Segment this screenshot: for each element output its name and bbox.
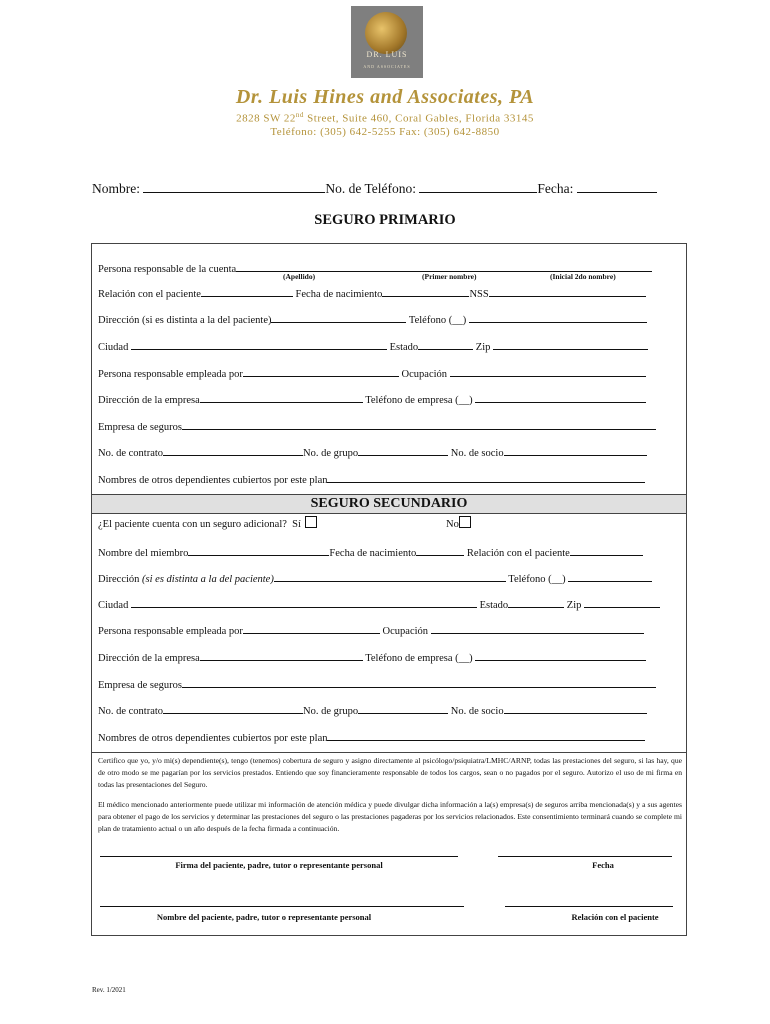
primary-row-contrato: No. de contrato No. de grupo No. de socio (98, 443, 647, 459)
fecha-field[interactable] (577, 180, 657, 193)
secondary-fecha-nac-field[interactable] (416, 543, 464, 556)
primary-ocupacion-field[interactable] (450, 364, 646, 377)
primary-tel-empresa-field[interactable] (475, 390, 646, 403)
secondary-row-miembro: Nombre del miembro Fecha de nacimiento Relación con el paciente (98, 543, 643, 559)
secondary-ocupacion-field[interactable] (431, 621, 644, 634)
secondary-socio-field[interactable] (504, 701, 647, 714)
primary-row-empresa-dir: Dirección de la empresa Teléfono de empresa (__) (98, 390, 646, 406)
secondary-contrato-field[interactable] (163, 701, 303, 714)
primary-estado-field[interactable] (418, 337, 473, 350)
telefono-field[interactable] (419, 180, 537, 193)
revision-note: Rev. 1/2021 (92, 986, 126, 994)
si-checkbox[interactable] (305, 516, 317, 528)
primary-telefono-field[interactable] (469, 310, 647, 323)
fecha-line[interactable] (498, 856, 672, 857)
primary-empresa-seguros-field[interactable] (182, 417, 656, 430)
primary-socio-field[interactable] (504, 443, 647, 456)
logo-emblem (365, 12, 407, 54)
primary-empleada-field[interactable] (243, 364, 399, 377)
primary-row-responsible: Persona responsable de la cuenta (98, 259, 652, 275)
primary-sub-apellido: (Apellido) (283, 272, 316, 281)
practice-name: Dr. Luis Hines and Associates, PA (235, 86, 535, 108)
secondary-insurance-title: SEGURO SECUNDARIO (91, 494, 687, 514)
primary-row-direccion: Dirección (si es distinta a la del paciente) Teléfono (__) (98, 310, 647, 326)
no-checkbox[interactable] (459, 516, 471, 528)
secondary-row-question: ¿El paciente cuenta con un seguro adicional? Sí (98, 516, 317, 530)
primary-ciudad-field[interactable] (131, 337, 387, 350)
primary-insurance-title: SEGURO PRIMARIO (314, 212, 456, 228)
secondary-row-empleada: Persona responsable empleada por Ocupación (98, 621, 644, 637)
consent-paragraph-1: Certifico que yo, y/o mi(s) dependiente(s), tengo (tenemos) cobertura de seguro y asigno directamente al psicólogo/psiquiatra/LMHC/ARNP, todas las prestaciones del seguro, si las hay, que de otro modo se me pagarían por los servicios prestados. Entiendo que soy financieramente responsable de todos los cargos, sean o no pagados por el seguro. Autorizo el uso de mi firma en todas las presentaciones del Seguro. (98, 756, 682, 789)
firma-line[interactable] (100, 856, 458, 857)
primary-direccion-field[interactable] (271, 310, 406, 323)
primary-zip-field[interactable] (493, 337, 648, 350)
primary-sub-inicial: (Inicial 2do nombre) (550, 272, 616, 281)
primary-sub-primer: (Primer nombre) (422, 272, 477, 281)
primary-dependientes-field[interactable] (327, 470, 645, 483)
secondary-ciudad-field[interactable] (131, 595, 477, 608)
relacion-sig-label: Relación con el paciente (571, 912, 659, 922)
primary-row-ciudad: Ciudad Estado Zip (98, 337, 648, 353)
primary-row-empresa-seguros: Empresa de seguros (98, 417, 656, 433)
secondary-telefono-field[interactable] (568, 569, 652, 582)
secondary-empresa-seguros-field[interactable] (182, 675, 656, 688)
top-fields (92, 180, 692, 197)
secondary-dependientes-field[interactable] (327, 728, 645, 741)
practice-logo (351, 6, 423, 78)
practice-address: 2828 SW 22nd Street, Suite 460, Coral Gables, Florida 33145 (236, 111, 534, 125)
logo-name: DR. LUIS (366, 50, 408, 59)
telefono-label: No. de Teléfono: (325, 181, 417, 196)
nombre-field[interactable] (143, 180, 325, 193)
secondary-tel-empresa-field[interactable] (475, 648, 646, 661)
nombre-line[interactable] (100, 906, 464, 907)
secondary-row-ciudad: Ciudad Estado Zip (98, 595, 660, 611)
secondary-miembro-field[interactable] (188, 543, 329, 556)
secondary-zip-field[interactable] (584, 595, 660, 608)
secondary-estado-field[interactable] (508, 595, 564, 608)
secondary-row-empresa-dir: Dirección de la empresa Teléfono de empresa (__) (98, 648, 646, 664)
nombre-label: Nombre: (92, 181, 140, 196)
primary-nss-field[interactable] (489, 284, 646, 297)
primary-dir-empresa-field[interactable] (200, 390, 363, 403)
primary-row-empleada: Persona responsable empleada por Ocupación (98, 364, 646, 380)
primary-row-relacion: Relación con el paciente Fecha de nacimiento NSS (98, 284, 646, 300)
secondary-row-direccion: Dirección (si es distinta a la del paciente) Teléfono (__) (98, 569, 652, 585)
primary-grupo-field[interactable] (358, 443, 448, 456)
secondary-row-dependientes: Nombres de otros dependientes cubiertos por este plan (98, 728, 645, 744)
fecha-sig-label: Fecha (592, 860, 614, 870)
secondary-no-option: No (446, 516, 471, 530)
firma-label: Firma del paciente, padre, tutor o representante personal (175, 860, 383, 870)
consent-paragraph-2: El médico mencionado anteriormente puede utilizar mi información de atención médica y puede divulgar dicha información a la(s) empresa(s) de seguros arriba mencionada(s) y a sus agentes para obtener el pago de los servicios y determinar las prestaciones del seguro o las prestaciones pagaderas por los servicios relacionados. Este consentimiento terminará cuando se complete mi plan de tratamiento actual o un año después de la fecha firmada a continuación. (98, 800, 682, 833)
fecha-label: Fecha: (537, 181, 574, 196)
secondary-grupo-field[interactable] (358, 701, 448, 714)
practice-phone-fax: Teléfono: (305) 642-5255 Fax: (305) 642-8850 (270, 126, 500, 138)
secondary-dir-empresa-field[interactable] (200, 648, 363, 661)
logo-subtitle: AND ASSOCIATES (363, 64, 411, 69)
secondary-direccion-field[interactable] (274, 569, 506, 582)
nombre-label: Nombre del paciente, padre, tutor o representante personal (156, 912, 372, 922)
secondary-relacion-field[interactable] (570, 543, 643, 556)
primary-contrato-field[interactable] (163, 443, 303, 456)
primary-fecha-nac-field[interactable] (382, 284, 469, 297)
secondary-row-contrato: No. de contrato No. de grupo No. de socio (98, 701, 647, 717)
relacion-line[interactable] (505, 906, 673, 907)
primary-relacion-field[interactable] (201, 284, 293, 297)
primary-responsible-field[interactable] (236, 259, 652, 272)
primary-row-dependientes: Nombres de otros dependientes cubiertos por este plan (98, 470, 645, 486)
secondary-empleada-field[interactable] (243, 621, 380, 634)
secondary-row-empresa-seguros: Empresa de seguros (98, 675, 656, 691)
